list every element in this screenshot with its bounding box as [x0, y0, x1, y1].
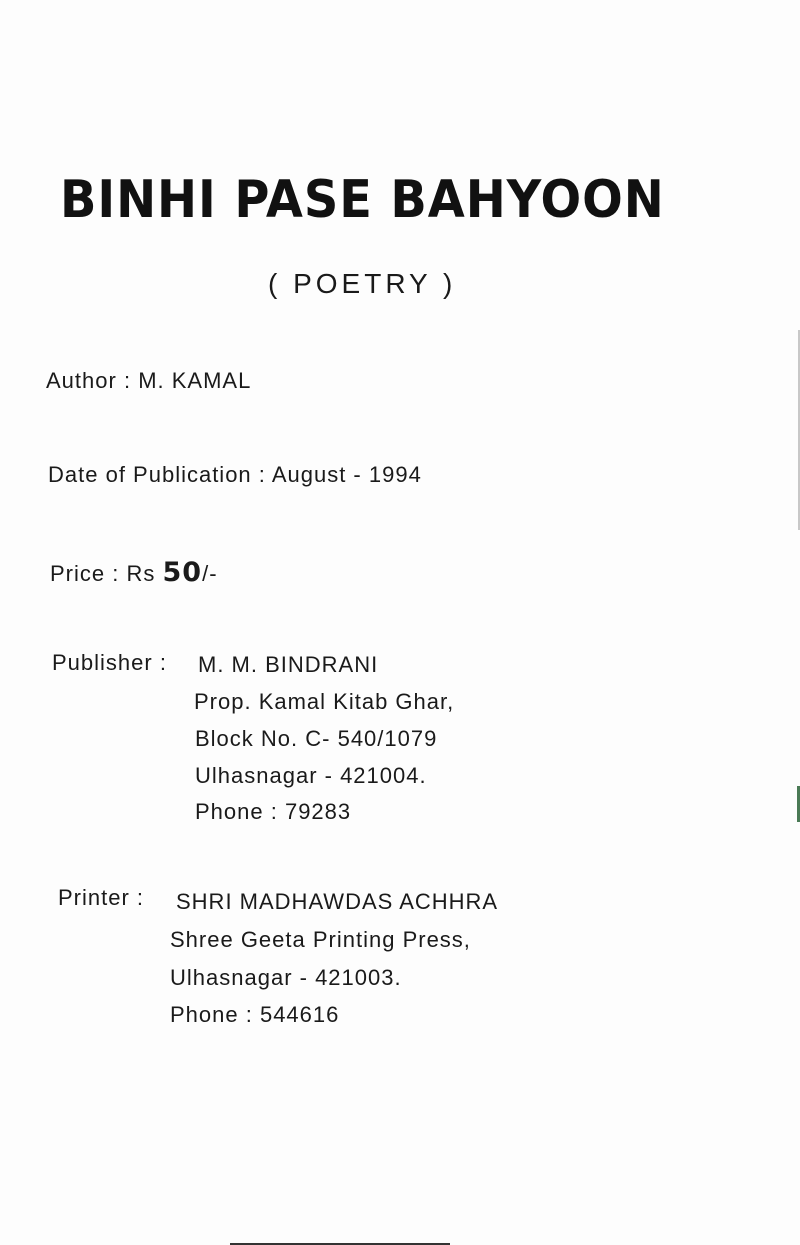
book-title: BINHI PASE BAHYOON — [60, 170, 665, 230]
publisher-firm: Prop. Kamal Kitab Ghar, — [194, 689, 455, 714]
price-separator: : — [112, 561, 120, 586]
printer-separator: : — [136, 885, 145, 910]
publisher-label: Publisher — [52, 650, 153, 675]
publication-date-value: August - 1994 — [271, 462, 422, 487]
publisher-name: M. M. BINDRANI — [198, 652, 379, 677]
author-label: Author — [46, 368, 117, 393]
author-separator: : — [123, 368, 132, 393]
publisher-city: Ulhasnagar - 421004. — [195, 763, 427, 788]
printer-label: Printer — [58, 885, 130, 910]
printer-phone: Phone : 544616 — [170, 1002, 340, 1027]
book-genre-subtitle: ( POETRY ) — [268, 268, 457, 299]
printer-city: Ulhasnagar - 421003. — [170, 965, 402, 990]
publisher-block: Block No. C- 540/1079 — [195, 726, 438, 751]
author-value: M. KAMAL — [138, 368, 252, 393]
printer-firm: Shree Geeta Printing Press, — [170, 927, 471, 952]
price-label: Price — [50, 561, 106, 586]
printer-name: SHRI MADHAWDAS ACHHRA — [176, 889, 499, 914]
price-line — [50, 557, 218, 588]
price-suffix: /- — [202, 561, 218, 586]
publisher-heading — [52, 650, 167, 676]
price-amount: 50 — [162, 557, 203, 588]
publisher-separator: : — [159, 650, 167, 675]
author-line — [46, 368, 251, 394]
price-currency: Rs — [126, 561, 156, 586]
printer-heading — [58, 885, 144, 911]
publication-date-separator: : — [258, 462, 266, 487]
publication-date-label: Date of Publication — [48, 462, 252, 487]
publication-date-line — [48, 462, 422, 488]
publisher-phone: Phone : 79283 — [195, 799, 352, 824]
